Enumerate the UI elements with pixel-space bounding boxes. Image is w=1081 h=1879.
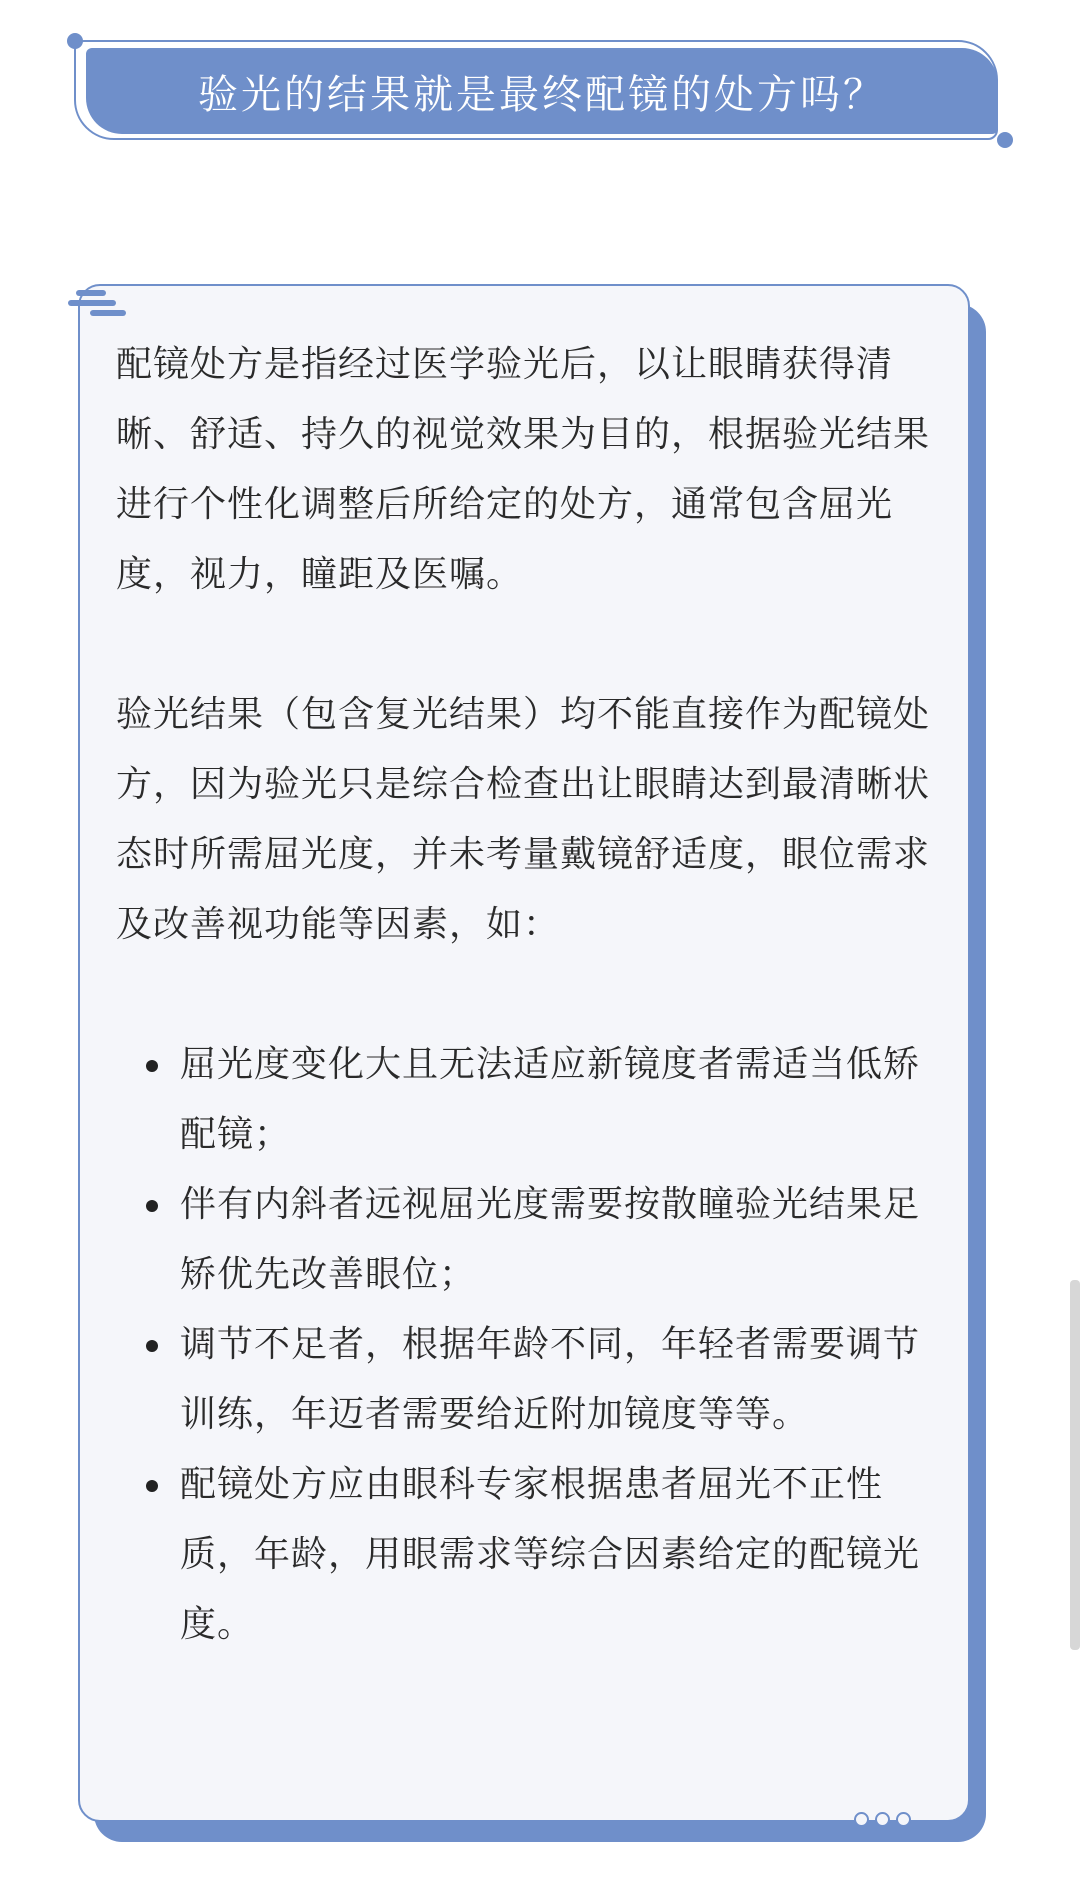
card-content: [116, 330, 936, 1660]
paragraph-prescription-definition: 配镜处方是指经过医学验光后，以让眼睛获得清晰、舒适、持久的视觉效果为目的，根据验光结果进行个性化调整后所给定的处方，通常包含屈光度，视力，瞳距及医嘱。: [116, 344, 931, 595]
list-item: 屈光度变化大且无法适应新镜度者需适当低矫配镜；: [180, 1030, 936, 1170]
paragraph-refraction-result: 验光结果（包含复光结果）均不能直接作为配镜处方，因为验光只是综合检查出让眼睛达到最清晰状态时所需屈光度，并未考量戴镜舒适度，眼位需求及改善视功能等因素，如：: [116, 694, 931, 945]
page-title: 验光的结果就是最终配镜的处方吗？: [198, 71, 886, 118]
title-banner: [74, 36, 1004, 144]
circle-icon: [854, 1812, 869, 1827]
circle-icon: [875, 1812, 890, 1827]
card-decoration-circles: [854, 1812, 911, 1832]
title-banner-fill: [86, 48, 998, 134]
banner-corner-dot-top-left: [67, 33, 83, 49]
list-item: 配镜处方应由眼科专家根据患者屈光不正性质，年龄，用眼需求等综合因素给定的配镜光度。: [180, 1450, 936, 1660]
banner-corner-dot-bottom-right: [997, 132, 1013, 148]
card-decoration-lines: [68, 286, 148, 326]
factor-list: [116, 1030, 936, 1660]
list-item: 伴有内斜者远视屈光度需要按散瞳验光结果足矫优先改善眼位；: [180, 1170, 936, 1310]
list-item: 调节不足者，根据年龄不同，年轻者需要调节训练，年迈者需要给近附加镜度等等。: [180, 1310, 936, 1450]
scrollbar[interactable]: [1070, 1280, 1080, 1650]
circle-icon: [896, 1812, 911, 1827]
